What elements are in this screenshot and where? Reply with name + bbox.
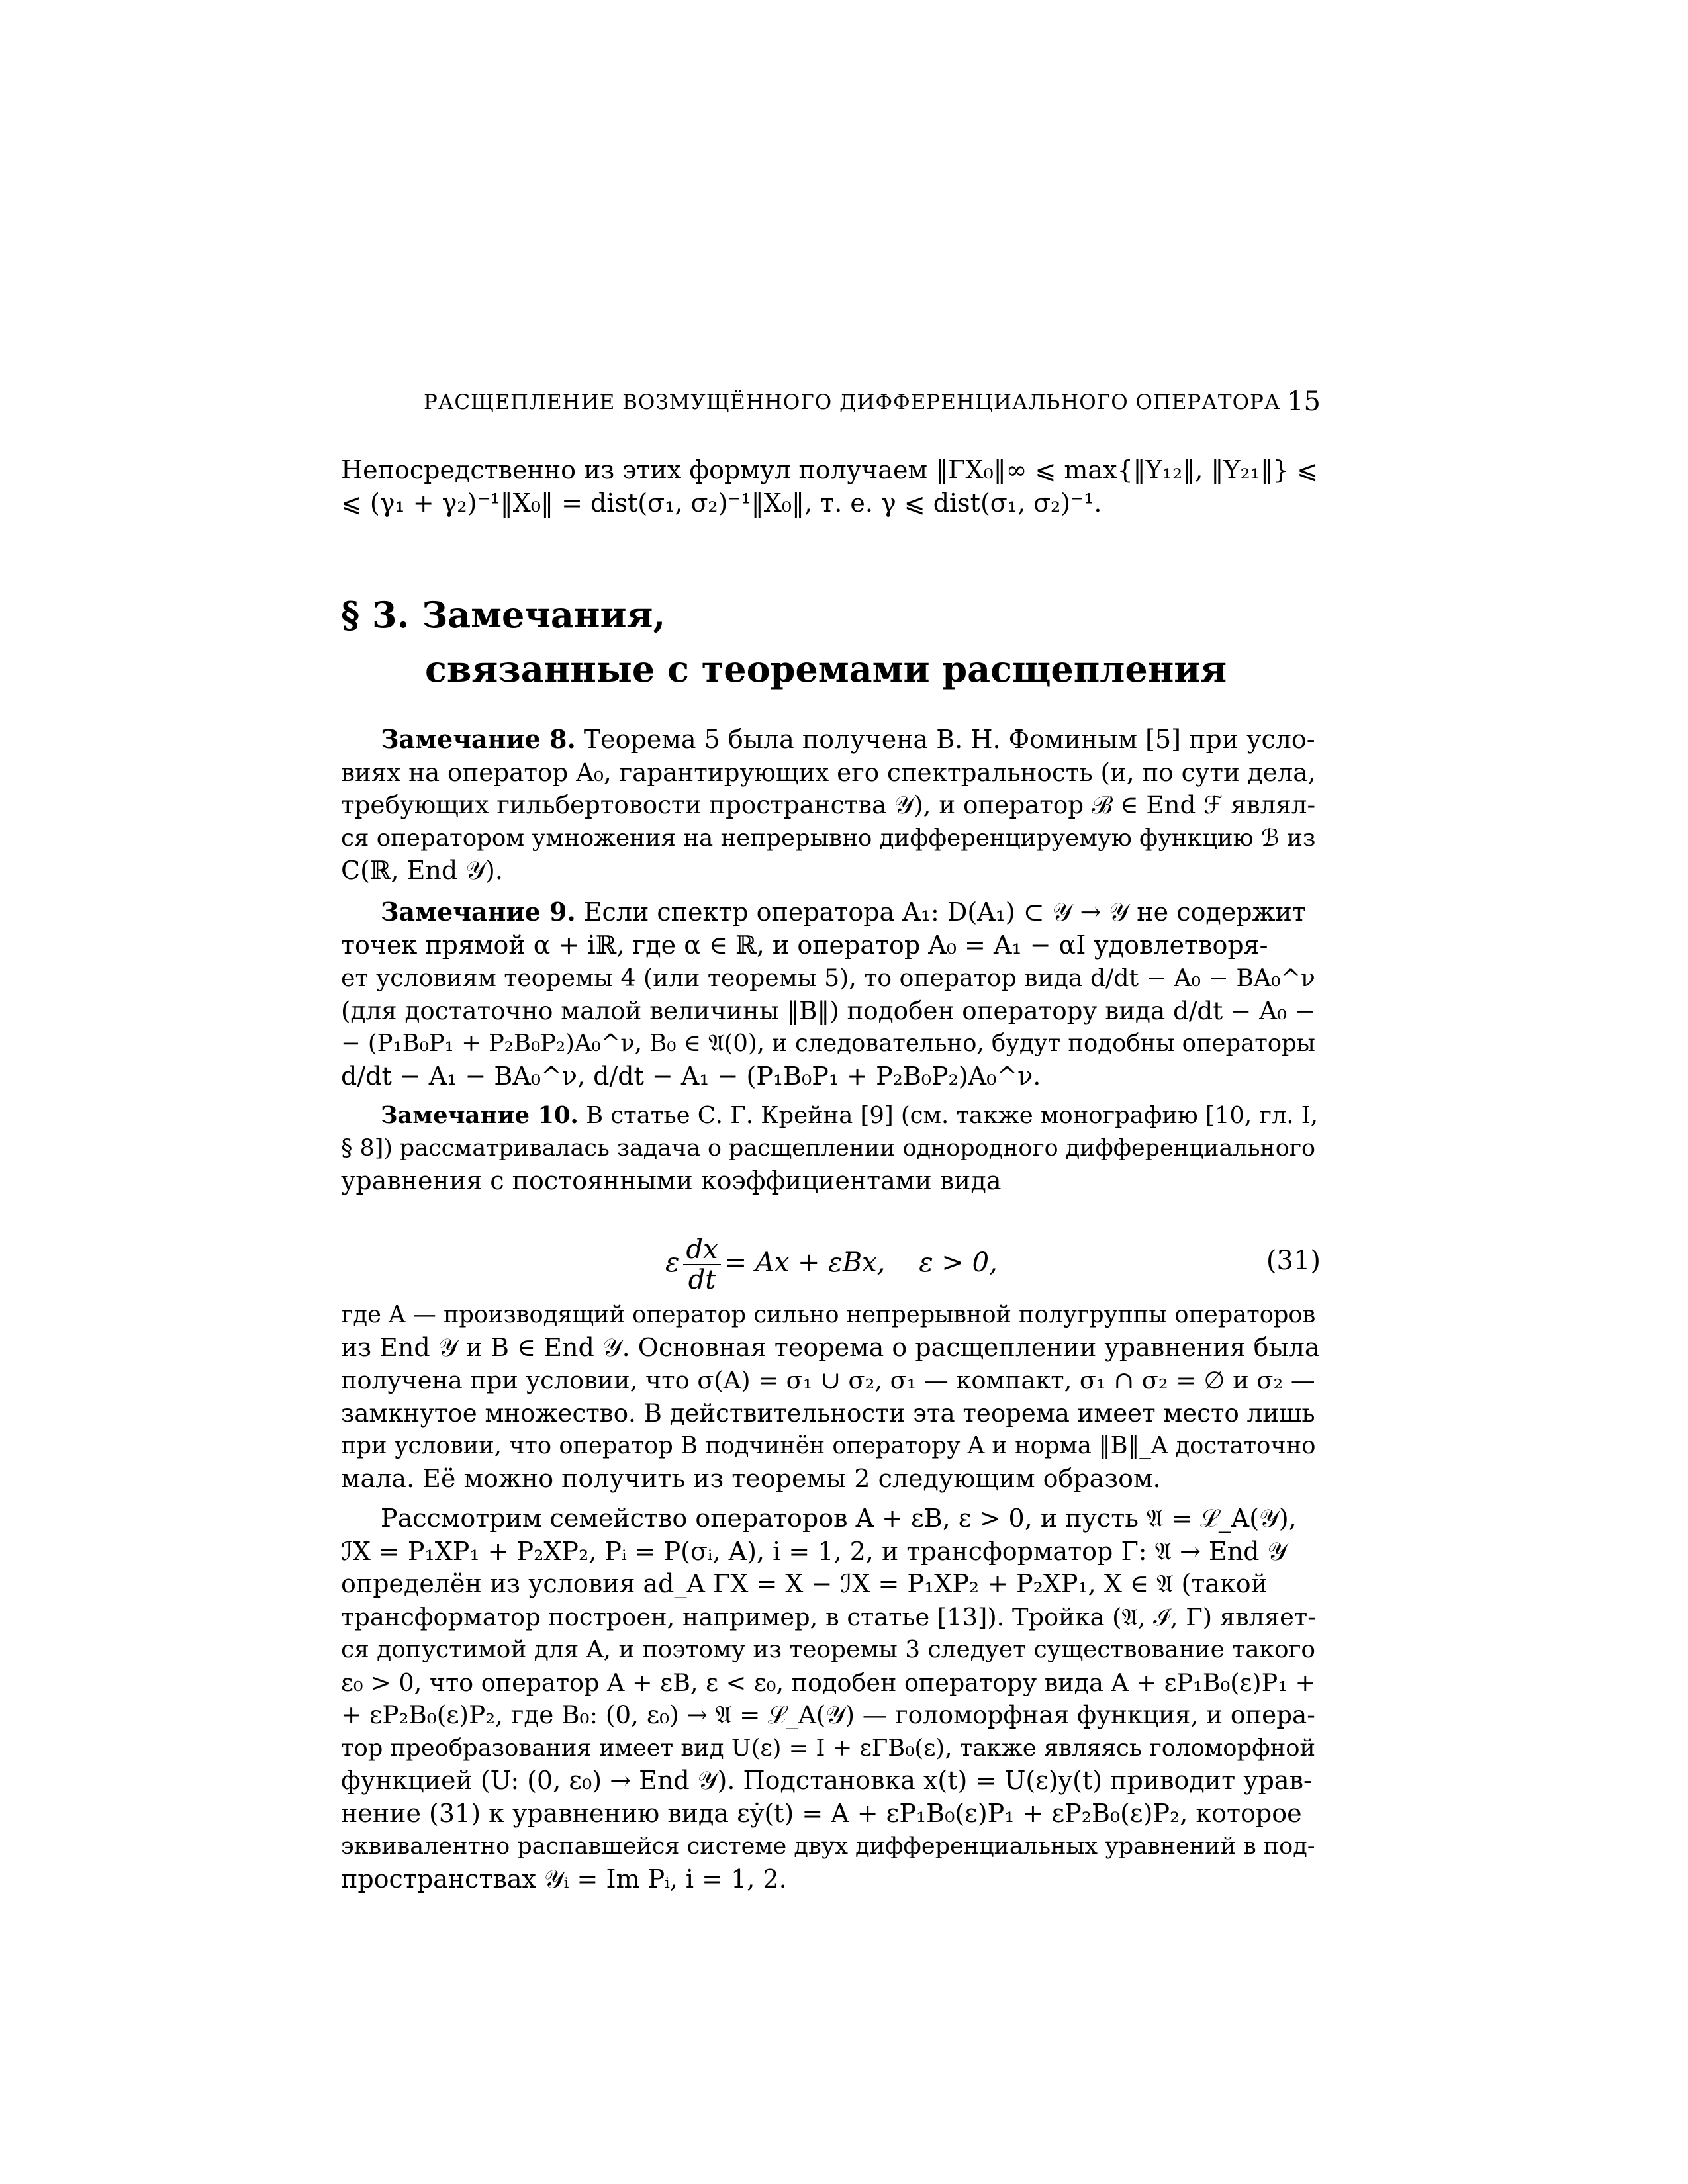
remark-label: Замечание 10. [381, 1102, 579, 1129]
text-line: эквивалентно распавшейся системе двух дифференциальных уравнений в под- [341, 1833, 1315, 1860]
equation-31 [341, 1223, 1321, 1296]
eq-denominator: dt [688, 1265, 716, 1295]
equation-number: (31) [1266, 1246, 1321, 1276]
text-line: точек прямой α + iℝ, где α ∈ ℝ, и оператор A₀ = A₁ − αI удовлетворя- [341, 930, 1268, 960]
text-line: Рассмотрим семейство операторов A + εB, ε > 0, и пусть 𝔄 = ℒ_A(𝒴), [381, 1504, 1297, 1533]
text-line: ся допустимой для A, и поэтому из теоремы 3 следует существование такого [341, 1636, 1316, 1663]
text-line: (для достаточно малой величины ‖B‖) подобен оператору вида d/dt − A₀ − [341, 995, 1315, 1025]
remark-label: Замечание 8. [381, 724, 576, 754]
text-line: получена при условии, что σ(A) = σ₁ ∪ σ₂, σ₁ — компакт, σ₁ ∩ σ₂ = ∅ и σ₂ — [341, 1366, 1315, 1394]
text-line: замкнутое множество. В действительности эта теорема имеет место лишь [341, 1398, 1315, 1428]
text-line: d/dt − A₁ − BA₀^ν, d/dt − A₁ − (P₁B₀P₁ + P₂B₀P₂)A₀^ν. [341, 1061, 1041, 1091]
text-line: ε₀ > 0, что оператор A + εB, ε < ε₀, подобен оператору вида A + εP₁B₀(ε)P₁ + [341, 1668, 1316, 1697]
text-line: функцией (U: (0, ε₀) → End 𝒴). Подстановка x(t) = U(ε)y(t) приводит урав- [341, 1766, 1312, 1795]
text-line: § 8]) рассматривалась задача о расщеплении однородного дифференциального [341, 1134, 1315, 1161]
section-heading [341, 588, 1321, 696]
text-line: ℐX = P₁XP₁ + P₂XP₂, Pᵢ = P(σᵢ, A), i = 1, 2, и трансформатор Γ: 𝔄 → End 𝒴 [341, 1536, 1288, 1566]
remark-9 [341, 895, 1321, 1093]
text-line: требующих гильбертовости пространства 𝒴), и оператор ℬ ∈ End ℱ являл- [341, 790, 1316, 819]
text-line [341, 1099, 1321, 1132]
text-line: уравнения с постоянными коэффициентами вида [341, 1166, 1002, 1195]
eq-fraction [683, 1235, 720, 1295]
text-line: ⩽ (γ₁ + γ₂)⁻¹‖X₀‖ = dist(σ₁, σ₂)⁻¹‖X₀‖, т. е. γ ⩽ dist(σ₁, σ₂)⁻¹. [341, 488, 1102, 518]
text-line: трансформатор построен, например, в статье [13]). Тройка (𝔄, ℐ, Γ) являет- [341, 1602, 1316, 1631]
eq-lhs-coef: ε [665, 1248, 680, 1278]
eq-numerator: dx [683, 1235, 720, 1265]
text-line: ся оператором умножения на непрерывно дифференцируемую функцию ℬ из [341, 824, 1316, 852]
text-line: тор преобразования имеет вид U(ε) = I + εΓB₀(ε), также являясь голоморфной [341, 1734, 1316, 1762]
equation-body [665, 1235, 998, 1295]
text-line: при условии, что оператор B подчинён оператору A и норма ‖B‖_A достаточно [341, 1432, 1316, 1459]
text-line: пространствах 𝒴ᵢ = Im Pᵢ, i = 1, 2. [341, 1864, 787, 1893]
intro-paragraph [341, 454, 1321, 520]
eq-rhs: = Ax + εBx, ε > 0, [724, 1248, 998, 1278]
text-line: мала. Её можно получить из теоремы 2 следующим образом. [341, 1463, 1161, 1493]
text-line: C(ℝ, End 𝒴). [341, 856, 503, 885]
final-paragraph [341, 1502, 1321, 1895]
text-line: Непосредственно из этих формул получаем ‖ΓX₀‖∞ ⩽ max{‖Y₁₂‖, ‖Y₂₁‖} ⩽ [341, 455, 1319, 484]
text-line [341, 723, 1321, 756]
text-line: ет условиям теоремы 4 (или теоремы 5), то оператор вида d/dt − A₀ − BA₀^ν [341, 964, 1315, 992]
text-line: где A — производящий оператор сильно непрерывной полугруппы операторов [341, 1301, 1316, 1328]
text-run: Теорема 5 была получена В. Н. Фоминым [5] при усло- [575, 725, 1315, 754]
text-line: из End 𝒴 и B ∈ End 𝒴. Основная теорема о расщеплении уравнения была [341, 1332, 1320, 1362]
section-heading-line: § 3. Замечания, [341, 594, 666, 636]
running-title: РАСЩЕПЛЕНИЕ ВОЗМУЩЁННОГО ДИФФЕРЕНЦИАЛЬНОГО ОПЕРАТОРА [424, 390, 1281, 414]
running-head [341, 387, 1321, 424]
paragraph-after-equation [341, 1298, 1321, 1495]
text-line: − (P₁B₀P₁ + P₂B₀P₂)A₀^ν, B₀ ∈ 𝔄(0), и следовательно, будут подобны операторы [341, 1030, 1315, 1057]
text-line: виях на оператор A₀, гарантирующих его спектральность (и, по сути дела, [341, 757, 1316, 787]
page-number: 15 [1287, 387, 1321, 417]
text-line: определён из условия ad_A ΓX = X − ℐX = P₁XP₂ + P₂XP₁, X ∈ 𝔄 (такой [341, 1569, 1268, 1598]
remark-label: Замечание 9. [381, 897, 576, 927]
text-line [341, 895, 1321, 929]
text-run: Если спектр оператора A₁: D(A₁) ⊂ 𝒴 → 𝒴 не содержит [575, 897, 1306, 927]
section-heading-line: связанные с теоремами расщепления [425, 648, 1227, 690]
remark-8 [341, 723, 1321, 887]
text-line: нение (31) к уравнению вида εẏ(t) = A + εP₁B₀(ε)P₁ + εP₂B₀(ε)P₂, которое [341, 1798, 1302, 1828]
remark-10 [341, 1099, 1321, 1198]
text-line: + εP₂B₀(ε)P₂, где B₀: (0, ε₀) → 𝔄 = ℒ_A(𝒴) — голоморфная функция, и опера- [341, 1700, 1315, 1729]
text-run: В статье С. Г. Крейна [9] (см. также монографию [10, гл. I, [578, 1102, 1318, 1129]
